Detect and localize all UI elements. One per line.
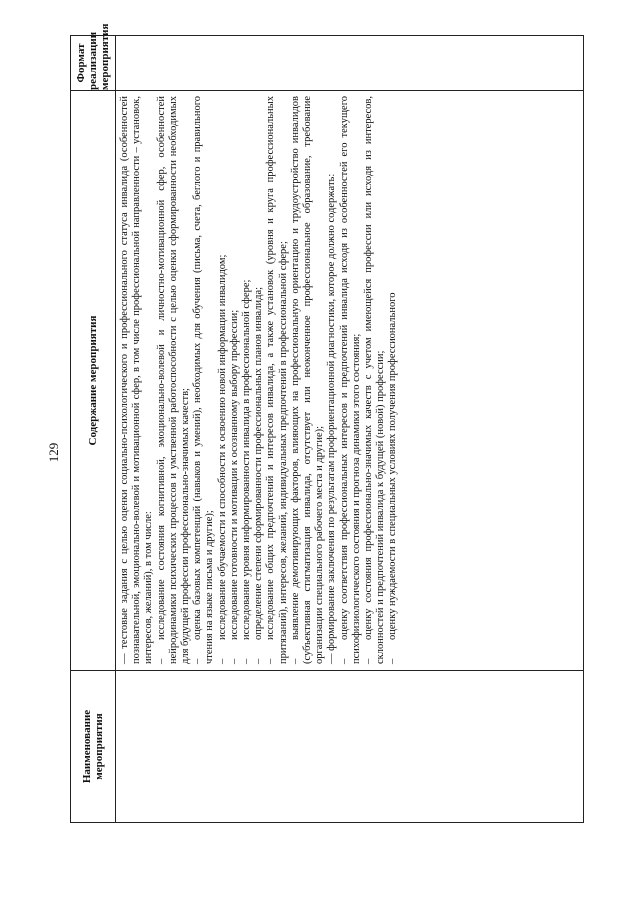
header-format-line1: Формат [75, 43, 87, 83]
header-event-content-text: Содержание мероприятия [87, 315, 99, 446]
content-sub-item: – оценку состояния профессионально-значимых качеств с учетом имеющейся профессии или исходя из интересов, склонностей и предпочтений инвалида к будущей (новой) профессии; [363, 96, 387, 664]
page-number: 129 [46, 442, 61, 463]
content-sub-item: – выявление демотивирующих факторов, влияющих на профессиональную ориентацию и трудоустройство инвалидов (субъективная стигматизация инвалида, отсутствует или неоконченное профессиональное образование, требование организации специального рабочего места и другие); [290, 96, 327, 664]
header-event-name-line1: Наименование [81, 709, 93, 784]
cell-event-content [116, 91, 584, 671]
content-sub-item: – оценку соответствия профессиональных интересов и предпочтений инвалида исходя из особенностей его текущего психофизиологического состояния и прогноза динамики этого состояния; [339, 96, 363, 664]
content-sub-item: – оценку нуждаемости в специальных условиях получения профессионального [387, 96, 399, 664]
header-event-name-line2: мероприятия [93, 713, 105, 780]
header-format-line2: реализации [87, 31, 99, 90]
content-sub-item: – оценка базовых компетенций (навыков и умений), необходимых для обучения (письма, счета, беглого и правильного чтения на языке письма и другие); [192, 96, 216, 664]
table-row [116, 36, 584, 823]
cell-event-format [116, 36, 584, 91]
content-sub-item: – определение степени сформированности профессиональных планов инвалида; [253, 96, 265, 664]
content-paragraphs [119, 96, 400, 664]
cell-event-name [116, 671, 584, 823]
content-list-item: — формирование заключения по результатам профориентационной диагностики, которое должно содержать: [326, 173, 338, 664]
content-sub-item: – исследование обучаемости и способности к освоению новой информации инвалидом; [217, 96, 229, 664]
content-sub-item: – исследование состояния когнитивной, эмоционально-волевой и личностно-мотивационной сфер, особенностей нейродинамики психических процессов и умственной работоспособности с целью оценки сформированности необходимых для будущей профессии профессионально-значимых качеств; [156, 96, 193, 664]
header-event-format [71, 23, 116, 91]
header-event-content [71, 91, 116, 671]
content-sub-item: – исследование общих предпочтений и интересов инвалида, а также установок (уровня и круга профессиональных притязаний), интересов, желаний, индивидуальных предпочтений в профессиональной сфере; [265, 96, 289, 664]
header-event-name [71, 671, 116, 823]
activities-table [70, 23, 584, 823]
content-sub-item: – исследование готовности и мотивации к осознанному выбору профессии; [229, 96, 241, 664]
header-format-line3: мероприятия [99, 23, 111, 90]
content-list-item: — тестовые задания с целью оценки социально-психологического и профессионального статуса инвалида (особенностей познавательной, эмоционально-волевой и мотивационной сфер, в том числе профессиональной направленности – установок, интересов, желаний), в том числе: [119, 96, 155, 664]
table-header-row [71, 36, 116, 823]
content-sub-item: – исследование уровня информированности инвалида в профессиональной сфере; [241, 96, 253, 664]
